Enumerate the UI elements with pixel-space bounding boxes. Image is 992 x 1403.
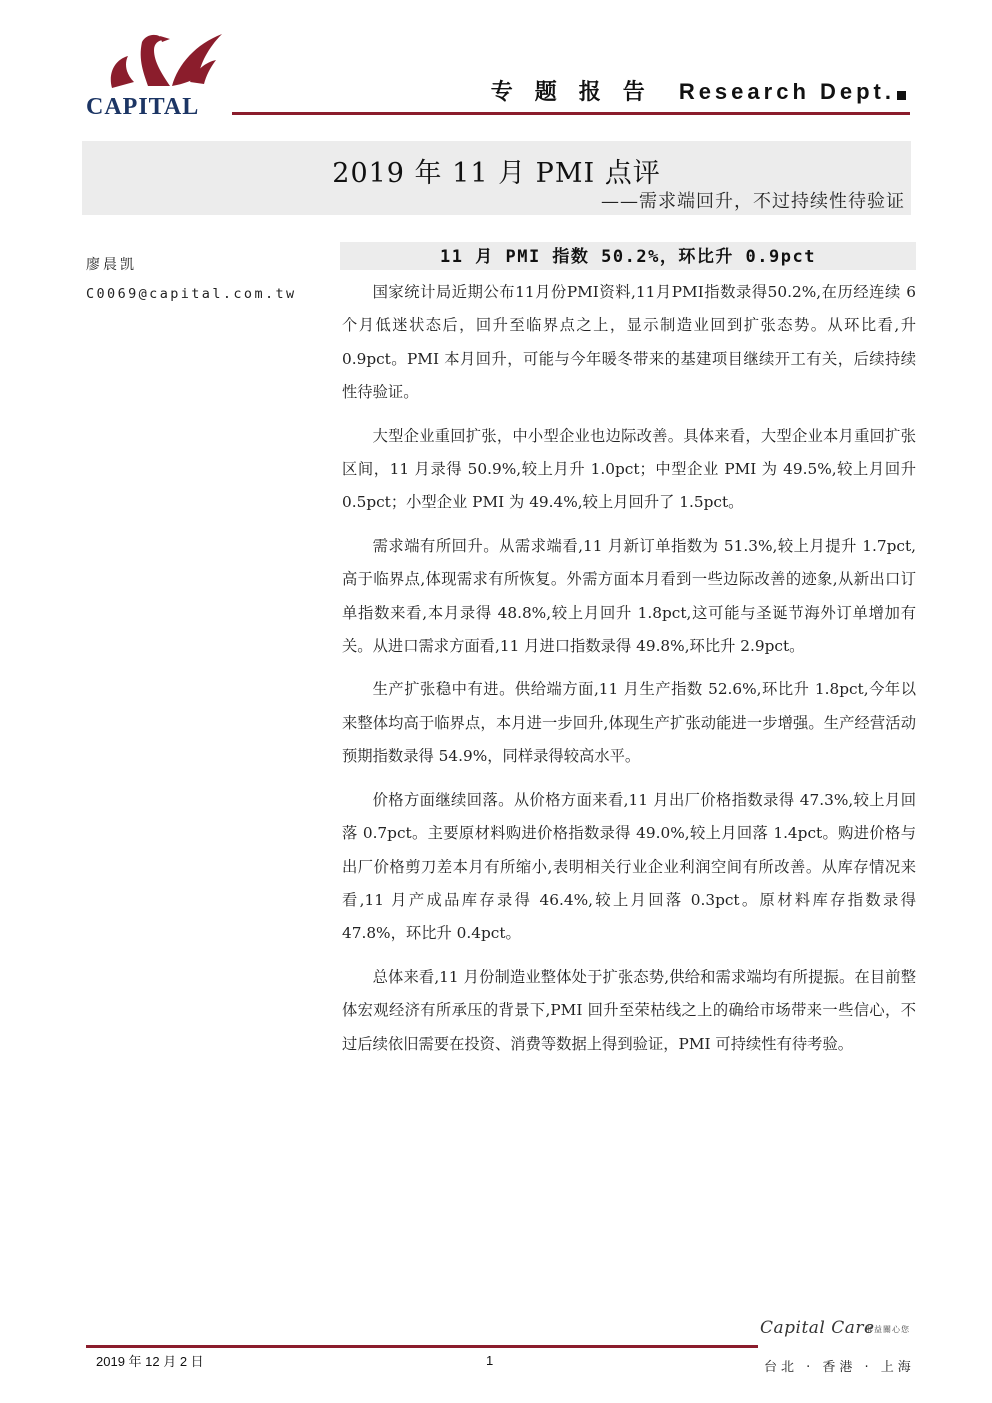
paragraph: 价格方面继续回落。从价格方面来看,11 月出厂价格指数录得 47.3%,较上月回落 0.7pct。主要原材料购进价格指数录得 49.0%,较上月回落 1.4pct。购进价格与出厂价格剪刀差本月有所缩小,表明相关行业企业利润空间有所改善。从库存情况来看,11 月产成品库存录得 46.4%,较上月回落 0.3pct。原材料库存指数录得 47.8%，环比升 0.4pct。: [342, 790, 916, 943]
capital-care-logo: [760, 1318, 910, 1348]
report-body: [342, 276, 916, 1071]
capital-care-tagline: 群益關心您: [865, 1325, 910, 1334]
office-cities: 台北 · 香港 · 上海: [764, 1360, 915, 1375]
capital-logo: [86, 30, 238, 120]
report-subtitle: ——需求端回升，不过持续性待验证: [601, 191, 905, 212]
report-type-label: 专题报告: [490, 79, 667, 104]
paragraph: 生产扩张稳中有进。供给端方面,11 月生产指数 52.6%,环比升 1.8pct,今年以来整体均高于临界点，本月进一步回升,体现生产扩张动能进一步增强。生产经营活动预期指数录得 54.9%，同样录得较高水平。: [342, 680, 916, 766]
title-band: [82, 141, 911, 215]
paragraph: 国家统计局近期公布11月份PMI资料,11月PMI指数录得50.2%,在历经连续 6 个月低迷状态后，回升至临界点之上，显示制造业回到扩张态势。从环比看,升 0.9pct。PMI 本月回升，可能与今年暖冬带来的基建项目继续开工有关，后续持续性待验证。: [342, 283, 916, 402]
department-label: [491, 74, 906, 110]
footer-date: 2019 年 12 月 2 日: [96, 1354, 204, 1369]
logo-wordmark: CAPITAL: [86, 94, 200, 120]
header-rule: [232, 112, 910, 115]
eagle-logo-icon: [104, 30, 224, 94]
author-name: 廖晨凯: [86, 257, 137, 273]
paragraph: 大型企业重回扩张，中小型企业也边际改善。具体来看，大型企业本月重回扩张区间，11 月录得 50.9%,较上月升 1.0pct；中型企业 PMI 为 49.5%,较上月回升 0.5pct；小型企业 PMI 为 49.4%,较上月回升了 1.5pct。: [342, 426, 916, 512]
footer-rule: [86, 1345, 758, 1348]
report-title: 2019 年 11 月 PMI 点评: [332, 158, 661, 189]
research-dept-label: Research Dept.: [678, 79, 895, 104]
author-email[interactable]: C0069@capital.com.tw: [86, 286, 297, 302]
paragraph: 总体来看,11 月份制造业整体处于扩张态势,供给和需求端均有所提振。在目前整体宏观经济有所承压的背景下,PMI 回升至荣枯线之上的确给市场带来一些信心，不过后续依旧需要在投资、消费等数据上得到验证，PMI 可持续性有待考验。: [342, 967, 916, 1053]
square-bullet-icon: [897, 91, 906, 100]
section-heading: 11 月 PMI 指数 50.2%，环比升 0.9pct: [340, 242, 916, 270]
page-number: 1: [486, 1353, 494, 1368]
paragraph: 需求端有所回升。从需求端看,11 月新订单指数为 51.3%,较上月提升 1.7pct,高于临界点,体现需求有所恢复。外需方面本月看到一些边际改善的迹象,从新出口订单指数来看,本月录得 48.8%,较上月回升 1.8pct,这可能与圣诞节海外订单增加有关。从进口需求方面看,11 月进口指数录得 49.8%,环比升 2.9pct。: [342, 536, 916, 656]
capital-care-script: Capital Care: [760, 1318, 875, 1338]
